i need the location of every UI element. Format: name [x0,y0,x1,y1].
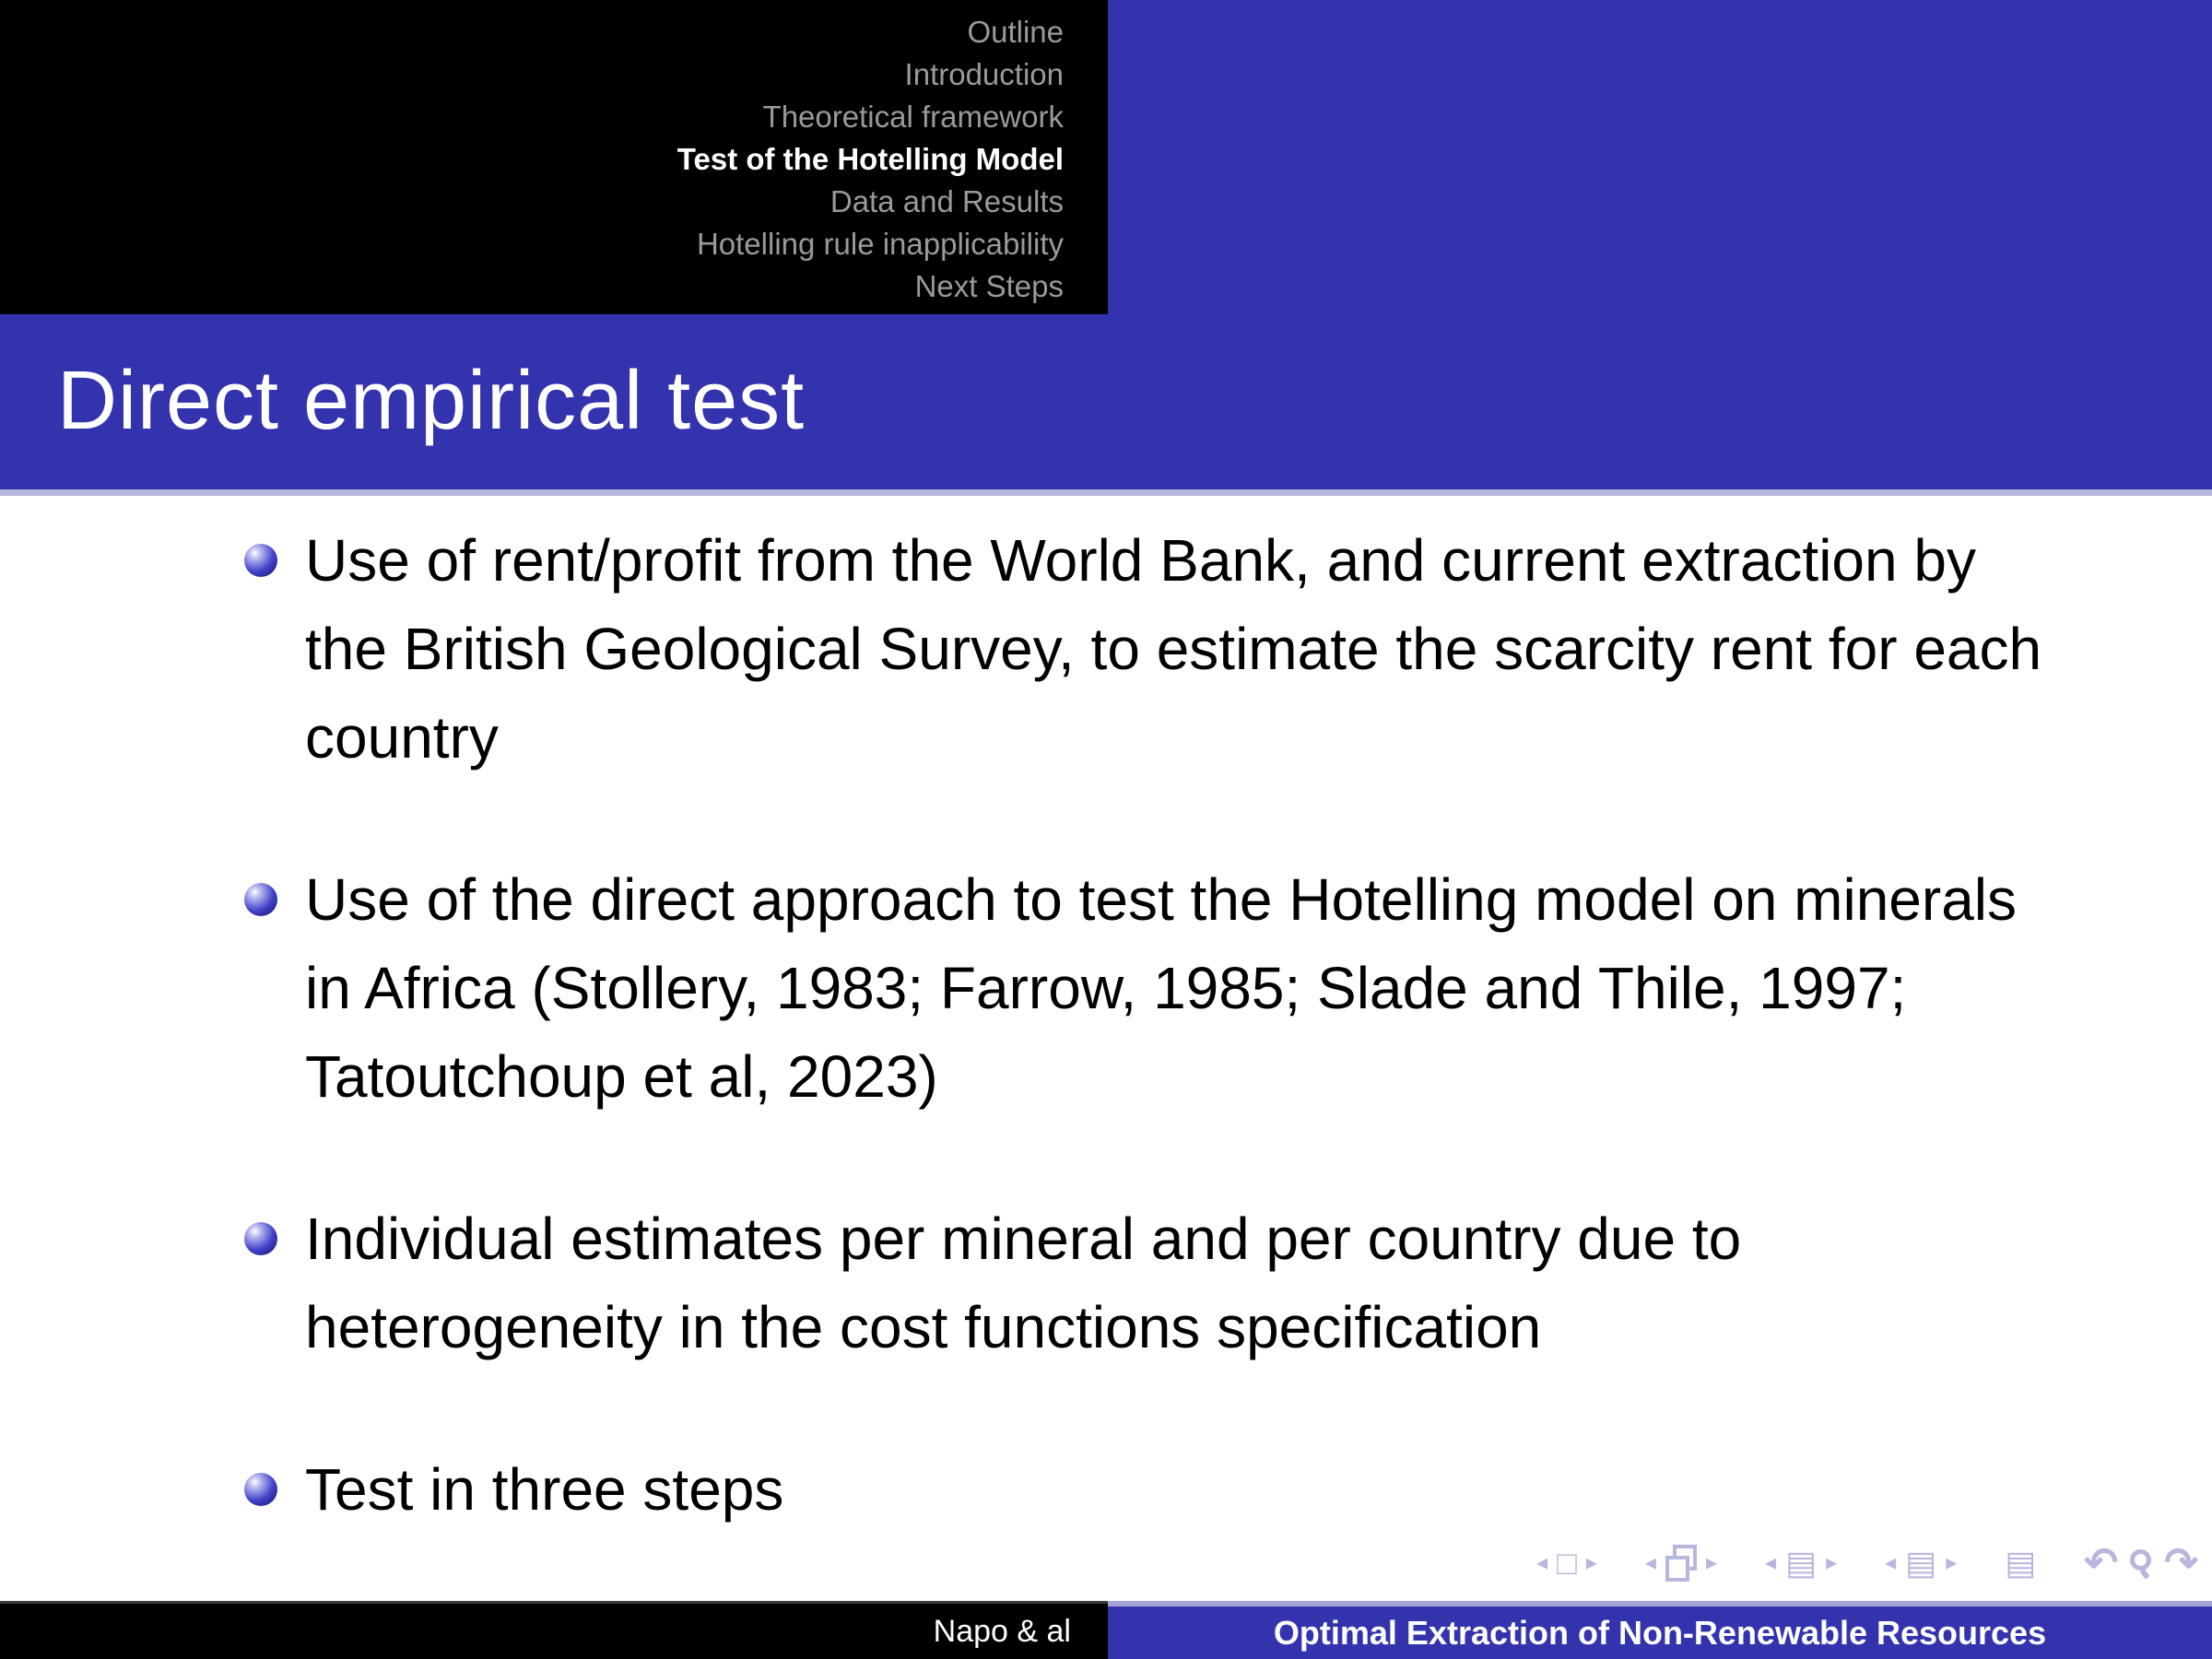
subsection-outline-icon[interactable]: ▤ [1905,1544,1937,1582]
footline [0,1601,2212,1659]
next-slide-icon[interactable]: ▸ [1585,1550,1597,1575]
prev-frame-icon[interactable]: ◂ [1644,1550,1656,1575]
prev-subsection-icon[interactable]: ◂ [1885,1550,1897,1575]
nav-symbol-group [1760,1544,1841,1582]
bullet-item [244,1194,2212,1371]
footline-authors-cell [0,1601,1108,1659]
ball-bullet-icon [244,883,277,916]
back-icon[interactable]: ↶ [2084,1540,2119,1585]
outline-item-3[interactable]: Test of the Hotelling Model [677,142,1064,176]
ball-bullet-icon [244,1222,277,1255]
footline-title-cell [1108,1601,2212,1659]
footline-title: Optimal Extraction of Non-Renewable Resources [1273,1613,2047,1652]
next-section-icon[interactable]: ▸ [1826,1550,1838,1575]
slide-icon[interactable]: □ [1557,1544,1577,1582]
nav-symbol-group [1532,1544,1602,1582]
section-outline-icon[interactable]: ▤ [1785,1544,1818,1582]
bullet-text: Use of rent/profit from the World Bank, and current extraction by the British Geological Survey, to estimate the scarcity rent for each country [305,527,2042,771]
bullet-text: Individual estimates per mineral and per country due to heterogeneity in the cost functions specification [305,1206,1742,1360]
ball-bullet-icon [244,1473,277,1506]
outline-item-6[interactable]: Next Steps [914,269,1064,303]
prev-section-icon[interactable]: ◂ [1765,1550,1777,1575]
appendix-icon[interactable]: ▤ [2005,1544,2037,1582]
header-band [0,0,2212,496]
outline-item-2[interactable]: Theoretical framework [762,100,1064,134]
outline-item-4[interactable]: Data and Results [830,184,1064,218]
bullet-item [244,855,2212,1121]
outline-nav-box [0,0,1108,314]
next-subsection-icon[interactable]: ▸ [1946,1550,1958,1575]
nav-symbol-group [2000,1544,2041,1582]
search-icon[interactable] [2127,1545,2155,1582]
nav-symbol-group [1641,1545,1722,1582]
outline-item-0[interactable]: Outline [967,15,1064,49]
ball-bullet-icon [244,544,277,577]
bullet-item [244,516,2212,782]
bullet-item [244,1445,2212,1534]
frames-icon[interactable] [1665,1545,1697,1582]
frame-title: Direct empirical test [57,355,806,447]
outline-item-5[interactable]: Hotelling rule inapplicability [696,227,1064,261]
bullet-text: Use of the direct approach to test the Hotelling model on minerals in Africa (Stollery, 1983; Farrow, 1985; Slade and Thile, 1997; Tatoutchoup et al, 2023) [305,866,2017,1110]
bullet-text: Test in three steps [305,1456,784,1523]
nav-symbol-group [1880,1544,1961,1582]
forward-icon[interactable]: ↷ [2164,1540,2198,1585]
beamer-nav-symbols-bar [1493,1537,2203,1589]
footline-authors: Napo & al [933,1613,1071,1649]
nav-symbol-group [2079,1540,2203,1585]
slide-body [0,496,2212,1601]
prev-slide-icon[interactable]: ◂ [1536,1550,1548,1575]
outline-item-1[interactable]: Introduction [904,57,1064,91]
bullet-list [0,496,2212,1534]
next-frame-icon[interactable]: ▸ [1705,1550,1718,1575]
